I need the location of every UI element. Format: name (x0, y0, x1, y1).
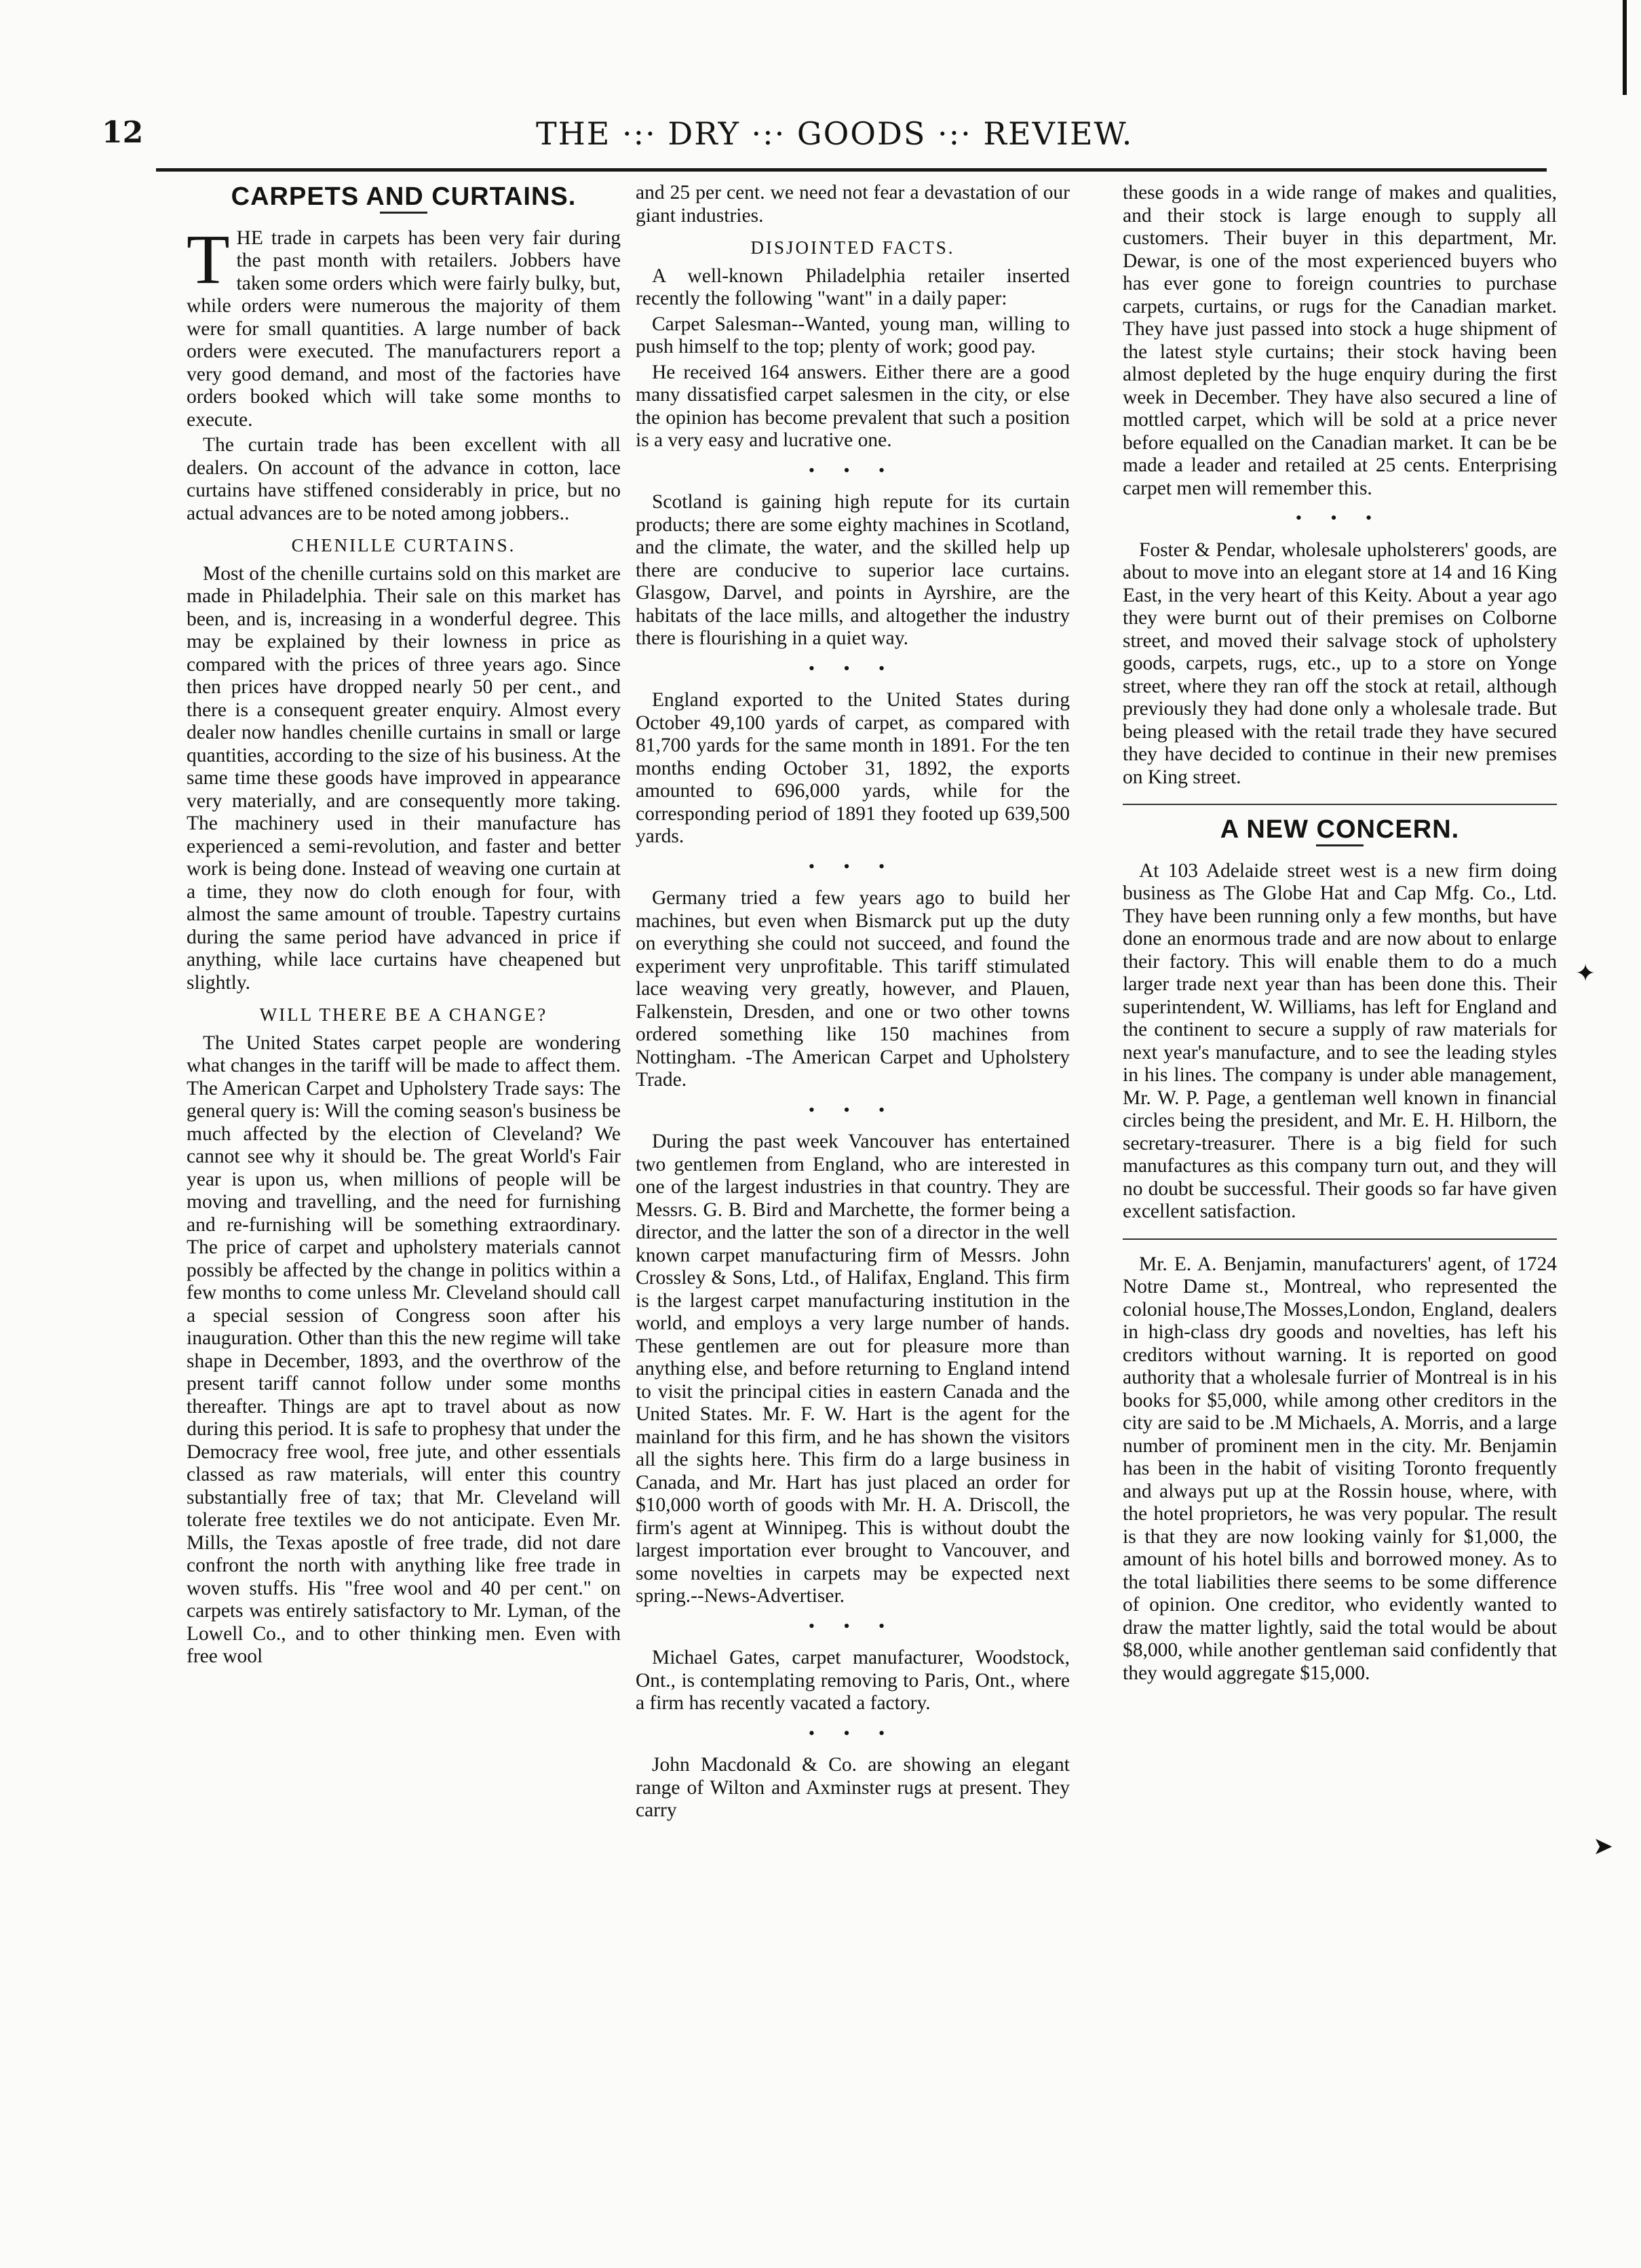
headline-rule (380, 212, 427, 214)
page-number: 12 (102, 115, 144, 150)
subhead-change: WILL THERE BE A CHANGE? (259, 1004, 548, 1025)
paragraph: Foster & Pendar, wholesale upholsterers' goods, are about to move into an elegant store at 14 and 16 King East, in the very heart of this Keity. About a year ago they were burnt out of their premises on Colborne street, and moved their salvage stock of upholstery goods, carpets, rugs, etc., up to a store on Yonge street, where they ran off the stock at retail, although previously they had done only a wholesale trade. But being pleased with the retail trade they have secured they have decided to continue in their new premises on King street. (1123, 539, 1557, 788)
paragraph: Scotland is gaining high repute for its curtain products; there are some eighty machines in Scotland, and the climate, the water, and the skilled help up there are conducive to superior lace curtains. Glasgow, Darvel, and points in Ayrshire, are the habitats of the lace mills, and altogether the industry there is flourishing in a quiet way. (636, 491, 1070, 649)
paragraph: these goods in a wide range of makes and qualities, and their stock is large enough to supply all customers. Their buyer in this department, Mr. Dewar, is one of the most experienced buyers who has ever gone to foreign countries to purchase carpets, curtains, or rugs for the Canadian market. They have just passed into stock a huge shipment of the latest style curtains; their stock having been almost depleted by the huge enquiry during the first week in December. They have also secured a line of mottled carpet, which will be sold at a price never before equalled on the Canadian market. It can be be made a leader and retailed at 25 cents. Enterprising carpet men will remember this. (1123, 182, 1557, 499)
section-dots: • • • (808, 658, 897, 678)
section-dots: • • • (808, 856, 897, 876)
headline-new-concern: A NEW CONCERN. (1220, 815, 1460, 844)
paragraph: At 103 Adelaide street west is a new firm doing business as The Globe Hat and Cap Mfg. Co., Ltd. They have been running only a few months, but have done an enormous trade and are now about to enlarge their factory. This will enable them to do a much larger trade next year than has been done this. Their superintendent, W. Williams, has left for England and the continent to secure a supply of raw materials for next year's manufacture, and to see the leading styles in his lines. The company is under able management, Mr. W. P. Page, a gentleman well known in financial circles being the president, and Mr. E. H. Hilborn, the secretary-treasurer. There is a big field for such manufactures as this company turn out, and they will no doubt be successful. Their goods so far have given excellent satisfaction. (1123, 859, 1557, 1222)
margin-mark-icon: ➤ (1593, 1833, 1614, 1860)
headline-rule (1316, 844, 1364, 846)
paragraph: Germany tried a few years ago to build her machines, but even when Bismarck put up the duty on everything she could not succeed, and found the experiment very unprofitable. This tariff stimulated lace weaving very greatly, however, and Plauen, Falkenstein, Dresden, and one or two other towns ordered something like 150 machines from Nottingham. -The American Carpet and Upholstery Trade. (636, 887, 1070, 1091)
paragraph: Mr. E. A. Benjamin, manufacturers' agent, of 1724 Notre Dame st., Montreal, who represented the colonial house,The Mosses,London, England, dealers in high-class dry goods and novelties, has left his creditors without warning. It is reported on good authority that a wholesale furrier of Montreal is in his books for $5,000, while among other creditors in the city are said to be .M Michaels, A. Morris, and a large number of prominent men in the city. Mr. Benjamin has been in the habit of visiting Toronto frequently and always put up at the Rossin house, where, with the hotel proprietors, he was very popular. The result is that they are now looking vainly for $1,000, the amount of his hotel bills and borrowed money. As to the total liabilities there seems to be some difference of opinion. One creditor, who evidently wanted to draw the matter lightly, said the total would be about $8,000, while another gentleman said confidently that they would aggregate $15,000. (1123, 1253, 1557, 1684)
page-header (102, 109, 1547, 163)
column-3 (1123, 182, 1557, 1687)
paragraph: John Macdonald & Co. are showing an elegant range of Wilton and Axminster rugs at present. They carry (636, 1754, 1070, 1821)
subhead-disjointed-facts: DISJOINTED FACTS. (750, 237, 955, 258)
subhead-chenille: CHENILLE CURTAINS. (291, 535, 516, 555)
column-1 (187, 182, 621, 1671)
paragraph: England exported to the United States during October 49,100 yards of carpet, as compared with 81,700 yards for the same month in 1891. For the ten months ending October 31, 1892, the exports amounted to 696,000 yards, while for the corresponding period of 1891 they footed up 639,500 yards. (636, 689, 1070, 847)
paragraph: Michael Gates, carpet manufacturer, Woodstock, Ont., is contemplating removing to Paris, Ont., where a firm has recently vacated a factory. (636, 1647, 1070, 1714)
section-dots: • • • (808, 1616, 897, 1636)
margin-mark-icon: ✦ (1575, 960, 1596, 988)
paragraph: Most of the chenille curtains sold on this market are made in Philadelphia. Their sale on this market has been, and is, increasing in a wonderful degree. This may be explained by their lowness in price as compared with the prices of three years ago. Since then prices have dropped nearly 50 per cent., and there is a consequent greater enquiry. Almost every dealer now handles chenille curtains in small or large quantities, according to the size of his business. At the same time these goods have improved in appearance very materially, and are consequently more taking. The machinery used in their manufacture has experienced a semi-revolution, and faster and better work is being done. Instead of weaving one curtain at a time, they now do cloth enough for four, with almost the same amount of trouble. Tapestry curtains during the same period have advanced in price if anything, while lace curtains have cheapened but slightly. (187, 562, 621, 994)
intro-paragraph (187, 220, 621, 432)
header-rule (156, 168, 1547, 172)
paragraph: He received 164 answers. Either there are a good many dissatisfied carpet salesmen in the city, or else the opinion has become prevalent that such a position is a very easy and lucrative one. (636, 361, 1070, 451)
section-dots: • • • (808, 1723, 897, 1743)
paragraph: Carpet Salesman--Wanted, young man, willing to push himself to the top; plenty of work; good pay. (636, 313, 1070, 357)
column-2 (636, 182, 1070, 1825)
paragraph: The United States carpet people are wondering what changes in the tariff will be made to affect them. The American Carpet and Upholstery Trade says: The general query is: Will the coming season's business be much affected by the election of Cleveland? We cannot see why it should be. The great World's Fair year is upon us, when millions of people will be moving and travelling, and the need for furnishing and re-furnishing will be something extraordinary. The price of carpet and upholstery materials cannot possibly be affected by the change in politics within a few months to come unless Mr. Cleveland should call a special session of Congress soon after his inauguration. Other than this the new regime will take shape in December, 1893, and the overthrow of the present tariff cannot follow under some months thereafter. Things are apt to travel about as now during this period. It is safe to prophesy that under the Democracy free wool, free jute, and other essentials classed as raw materials, will enter this country substantially free of tax; that Mr. Cleveland will tolerate free textiles we do not anticipate. Even Mr. Mills, the Texas apostle of free trade, did not dare confront the north with anything like free trade in woven stuffs. His "free wool and 40 per cent." on carpets was entirely satisfactory to Mr. Lyman, of the Lowell Co., and to other thinking men. Even with free wool (187, 1032, 621, 1667)
intro-text: HE trade in carpets has been very fair during the past month with retailers. Jobbers have taken some orders which were fairly bulky, but, while orders were numerous the majority of them were for small quantities. A large number of back orders were executed. The manufacturers report a very good demand, and most of the factories have orders booked which will take some months to execute. (187, 227, 621, 431)
paragraph: During the past week Vancouver has entertained two gentlemen from England, who are interested in one of the largest industries in that country. They are Messrs. G. B. Bird and Marchette, the former being a director, and the latter the son of a director in the well known carpet manufacturing firm of Messrs. John Crossley & Sons, Ltd., of Halifax, England. This firm is the largest carpet manufacturing institution in the world, and employs a very large number of hands. These gentlemen are out for pleasure more than anything else, and before returning to England intend to visit the principal cities in eastern Canada and the United States. Mr. F. W. Hart is the agent for the mainland for this firm, and he has shown the visitors all the sights here. This firm do a large business in Canada, and Mr. Hart has just placed an order for $10,000 worth of goods with Mr. H. A. Driscoll, the firm's agent at Winnipeg. This is without doubt the largest importation ever brought to Vancouver, and some novelties in carpets may be expected next spring.--News-Advertiser. (636, 1131, 1070, 1607)
dropcap: T (187, 220, 230, 298)
section-dots: • • • (808, 1099, 897, 1120)
paragraph: A well-known Philadelphia retailer inserted recently the following "want" in a daily paper: (636, 265, 1070, 309)
section-divider (1123, 1238, 1557, 1240)
section-dots: • • • (1295, 508, 1385, 528)
paragraph: and 25 per cent. we need not fear a devastation of our giant industries. (636, 182, 1070, 227)
section-divider (1123, 804, 1557, 805)
scan-edge-mark (1623, 0, 1627, 95)
headline-carpets-curtains: CARPETS AND CURTAINS. (231, 182, 577, 211)
paragraph: The curtain trade has been excellent with all dealers. On account of the advance in cotton, lace curtains have stiffened considerably in price, but no actual advances are to be noted among jobbers.. (187, 434, 621, 524)
section-dots: • • • (808, 460, 897, 480)
running-title: THE ·:· DRY ·:· GOODS ·:· REVIEW. (536, 115, 1134, 152)
